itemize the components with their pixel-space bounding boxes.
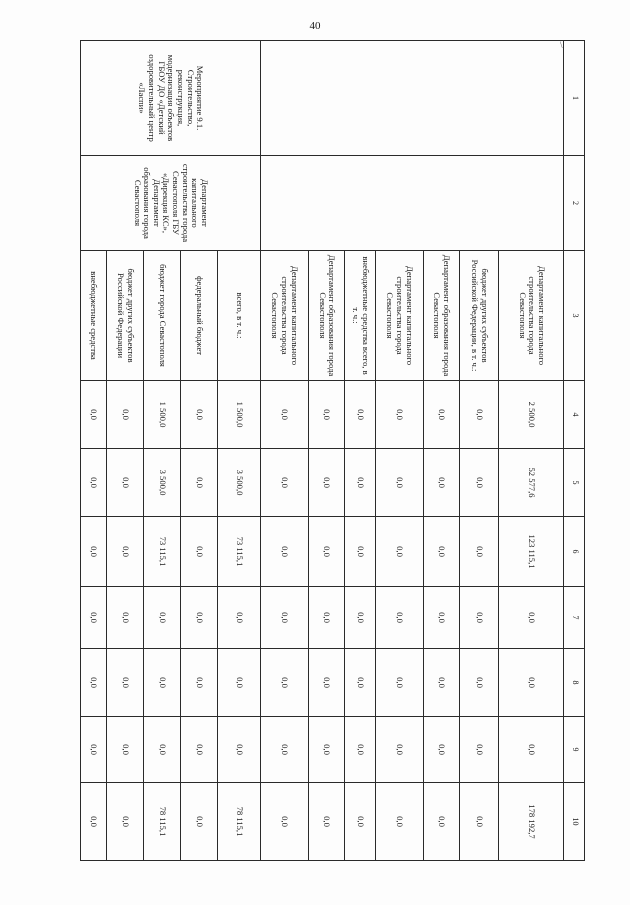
value-cell: 0,0 [180,381,217,449]
value-cell: 0,0 [423,783,460,861]
budget-table-rotated [80,40,585,860]
cell-empty [260,41,563,156]
col-header: 1 [564,41,585,156]
value-cell: 0,0 [107,517,144,587]
value-cell: 0,0 [260,587,308,649]
value-cell: 0,0 [81,717,107,783]
value-cell: 0,0 [460,449,499,517]
col-header: 6 [564,517,585,587]
value-cell: 0,0 [180,649,217,717]
table-row [217,41,260,861]
value-cell: 0,0 [423,517,460,587]
value-cell: 0,0 [260,449,308,517]
value-cell: 0,0 [345,381,375,449]
value-cell: 0,0 [375,649,423,717]
value-cell: 0,0 [423,717,460,783]
value-cell: 0,0 [375,783,423,861]
value-cell: 0,0 [260,517,308,587]
value-cell: 0,0 [423,587,460,649]
value-cell: 0,0 [460,649,499,717]
value-cell: 0,0 [107,717,144,783]
value-cell: 0,0 [107,381,144,449]
value-cell: 0,0 [375,517,423,587]
source-label: Департамент образования города Севастополя [308,251,345,381]
value-cell: 0,0 [345,717,375,783]
source-label: внебюджетные средства [81,251,107,381]
source-label: Департамент образования города Севастополя [423,251,460,381]
value-cell: 0,0 [260,649,308,717]
value-cell: 0,0 [217,649,260,717]
value-cell: 0,0 [180,449,217,517]
source-label: внебюджетные средства всего, в т. ч.: [345,251,375,381]
value-cell: 0,0 [375,381,423,449]
source-label: Департамент капитального строительства города Севастополя [499,251,564,381]
value-cell: 0,0 [107,783,144,861]
value-cell: 0,0 [499,587,564,649]
value-cell: 0,0 [180,587,217,649]
col-header: 5 [564,449,585,517]
table-row [499,41,564,861]
value-cell: 0,0 [460,517,499,587]
source-label: всего, в т. ч.: [217,251,260,381]
source-label: федеральный бюджет [180,251,217,381]
value-cell: 0,0 [345,517,375,587]
value-cell: 0,0 [308,717,345,783]
measure-title: Мероприятие 9.1. Строительство, реконструкция, модернизация объектов ГБОУ ДО «Детский оздоровительный центр «Ласпи» [81,41,261,156]
value-cell: 123 115,1 [499,517,564,587]
value-cell: 0,0 [180,717,217,783]
measure-executors: Департамент капитального строительства города Севастополя ГБУ «Дирекция КС», Департамент образования города Севастополя [81,156,261,251]
value-cell: 0,0 [260,381,308,449]
value-cell: 0,0 [345,587,375,649]
source-label: Департамент капитального строительства города Севастополя [260,251,308,381]
col-header: 8 [564,649,585,717]
value-cell: 52 577,6 [499,449,564,517]
value-cell: 0,0 [260,717,308,783]
value-cell: 78 115,1 [217,783,260,861]
scan-artifact: \ [560,40,563,50]
value-cell: 0,0 [460,717,499,783]
value-cell: 2 500,0 [499,381,564,449]
value-cell: 0,0 [375,717,423,783]
value-cell: 0,0 [499,717,564,783]
value-cell: 0,0 [308,587,345,649]
value-cell: 73 115,1 [217,517,260,587]
value-cell: 0,0 [81,783,107,861]
col-header: 10 [564,783,585,861]
value-cell: 0,0 [423,649,460,717]
value-cell: 0,0 [81,517,107,587]
value-cell: 0,0 [143,587,180,649]
value-cell: 0,0 [81,587,107,649]
value-cell: 0,0 [143,649,180,717]
cell-empty [260,156,563,251]
value-cell: 0,0 [107,587,144,649]
value-cell: 0,0 [460,783,499,861]
value-cell: 0,0 [375,587,423,649]
source-label: бюджет других субъектов Российской Федерации [107,251,144,381]
value-cell: 178 192,7 [499,783,564,861]
value-cell: 0,0 [460,381,499,449]
value-cell: 0,0 [308,449,345,517]
value-cell: 0,0 [180,517,217,587]
value-cell: 0,0 [308,783,345,861]
value-cell: 0,0 [308,381,345,449]
value-cell: 0,0 [107,449,144,517]
col-header: 7 [564,587,585,649]
value-cell: 1 500,0 [217,381,260,449]
col-header: 9 [564,717,585,783]
value-cell: 0,0 [423,449,460,517]
budget-table [80,40,585,861]
value-cell: 0,0 [423,381,460,449]
value-cell: 1 500,0 [143,381,180,449]
page-number: 40 [309,20,321,32]
value-cell: 0,0 [81,381,107,449]
col-header: 4 [564,381,585,449]
value-cell: 3 500,0 [143,449,180,517]
value-cell: 0,0 [143,717,180,783]
value-cell: 0,0 [308,649,345,717]
value-cell: 0,0 [81,449,107,517]
value-cell: 0,0 [180,783,217,861]
value-cell: 0,0 [345,783,375,861]
source-label: бюджет города Севастополя [143,251,180,381]
value-cell: 0,0 [375,449,423,517]
value-cell: 0,0 [308,517,345,587]
value-cell: 0,0 [460,587,499,649]
value-cell: 0,0 [107,649,144,717]
header-row [564,41,585,861]
value-cell: 0,0 [345,449,375,517]
value-cell: 0,0 [217,717,260,783]
value-cell: 0,0 [499,649,564,717]
source-label: Департамент капитального строительства города Севастополя [375,251,423,381]
value-cell: 0,0 [260,783,308,861]
value-cell: 73 115,1 [143,517,180,587]
col-header: 3 [564,251,585,381]
source-label: бюджет других субъектов Российской Федерации, в т. ч.: [460,251,499,381]
value-cell: 0,0 [345,649,375,717]
value-cell: 0,0 [217,587,260,649]
col-header: 2 [564,156,585,251]
value-cell: 78 115,1 [143,783,180,861]
value-cell: 3 500,0 [217,449,260,517]
value-cell: 0,0 [81,649,107,717]
